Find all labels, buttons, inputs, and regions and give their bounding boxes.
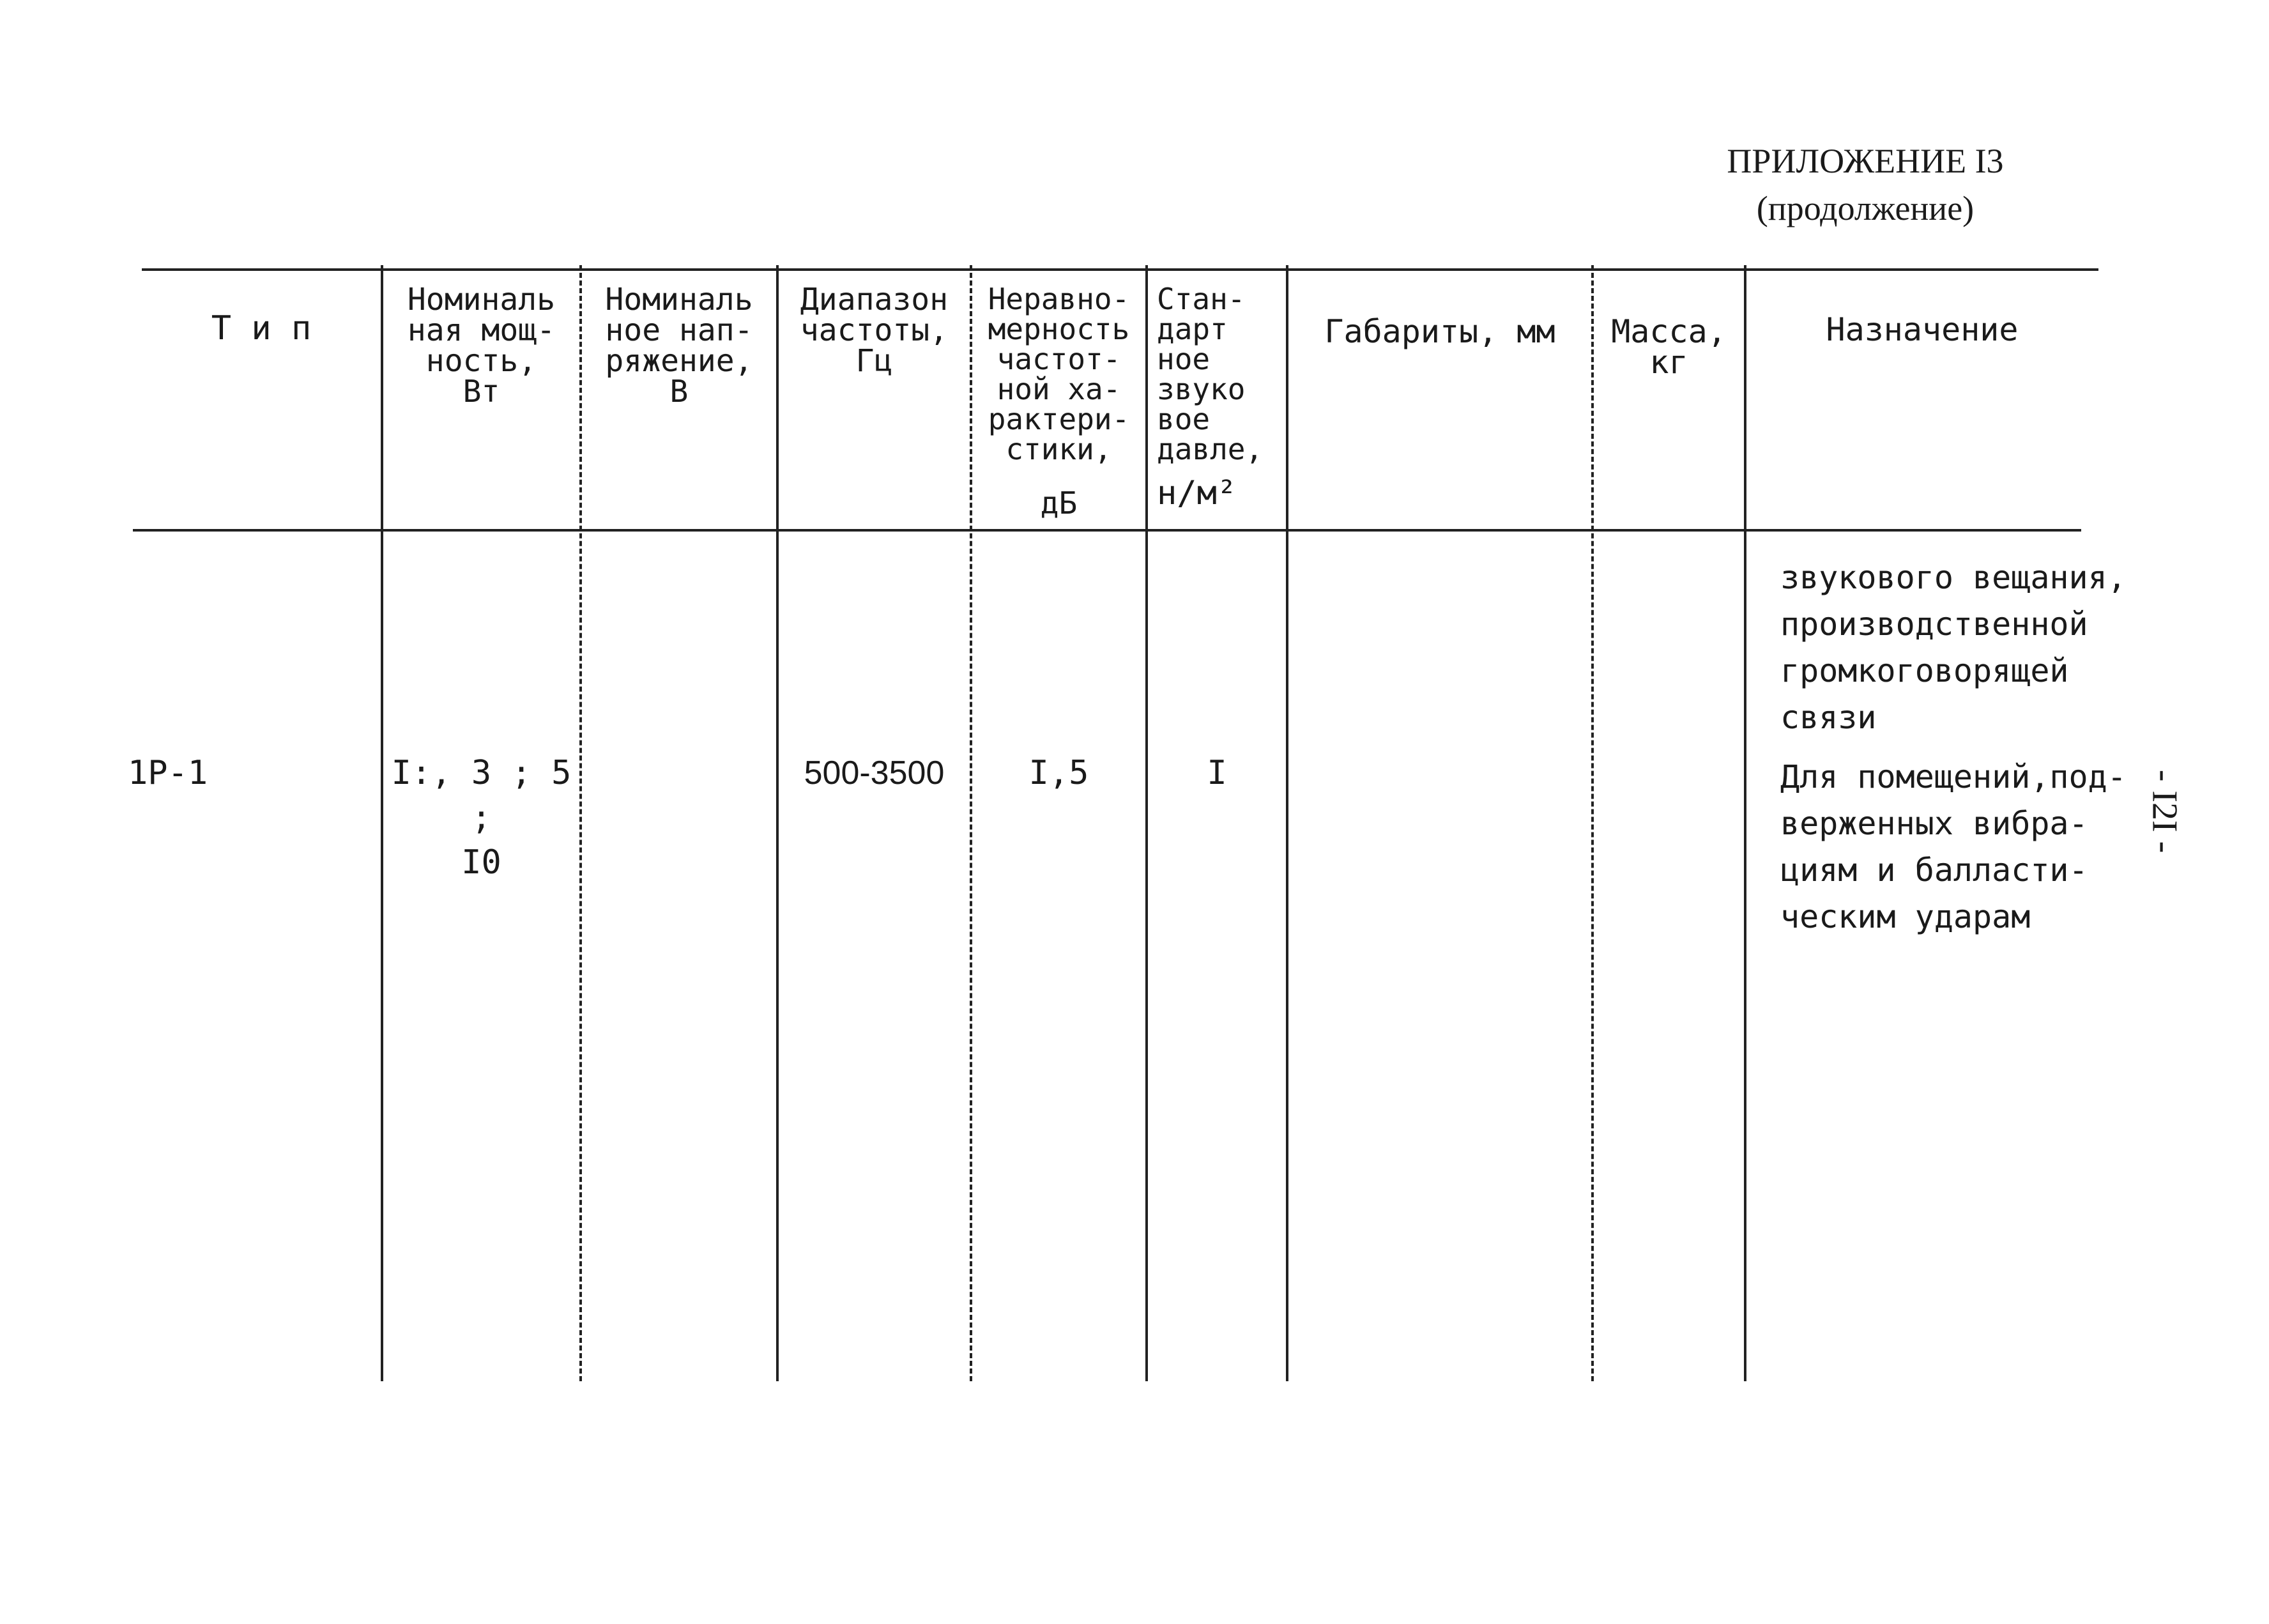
cell-purpose: Для помещений,под- верженных вибра- циям и балласти- ческим ударам — [1780, 758, 2127, 935]
header-unevenness: Неравно- мерность частот- ной ха- рактери- стики, — [988, 282, 1130, 466]
column-divider — [579, 265, 582, 1381]
appendix-subtitle: (продолжение) — [1756, 189, 1975, 227]
appendix-title: ПРИЛОЖЕНИЕ I3 — [1727, 142, 2004, 180]
page-number-text: - I2I - — [2144, 769, 2184, 854]
page-number — [2120, 747, 2209, 875]
cell-power: I:, 3 ; 5 ; I0 — [391, 754, 572, 882]
header-frequency-range: Диапазон частоты, Гц — [800, 282, 949, 379]
column-divider — [1286, 265, 1288, 1381]
cell-unevenness: I,5 — [1028, 754, 1089, 792]
column-divider — [776, 265, 779, 1381]
column-divider — [1591, 265, 1594, 1381]
header-power: Номиналь ная мощ- ность, Вт — [407, 282, 556, 410]
header-voltage: Номиналь ное нап- ряжение, В — [605, 282, 753, 410]
header-type: Т и п — [211, 309, 312, 348]
appendix-heading — [1686, 137, 2044, 232]
header-mass: Масса, кг — [1611, 313, 1727, 381]
header-sound-pressure-unit: н/м² — [1157, 474, 1237, 512]
column-divider — [1744, 265, 1746, 1381]
table-top-rule — [142, 268, 2098, 271]
header-dimensions: Габариты, мм — [1324, 313, 1555, 350]
cell-frequency-range: 500-3500 — [804, 755, 945, 792]
cell-type: 1Р-1 — [128, 754, 208, 792]
header-purpose: Назначение — [1826, 311, 2019, 348]
cell-sound-pressure: I — [1207, 754, 1227, 792]
header-unevenness-unit: дБ — [1040, 486, 1078, 521]
header-sound-pressure: Стан- дарт ное звуко вое давле, — [1157, 282, 1264, 466]
purpose-continued: звукового вещания, производственной громкоговорящей связи — [1780, 559, 2127, 736]
table-header-bottom-rule — [133, 529, 2081, 532]
